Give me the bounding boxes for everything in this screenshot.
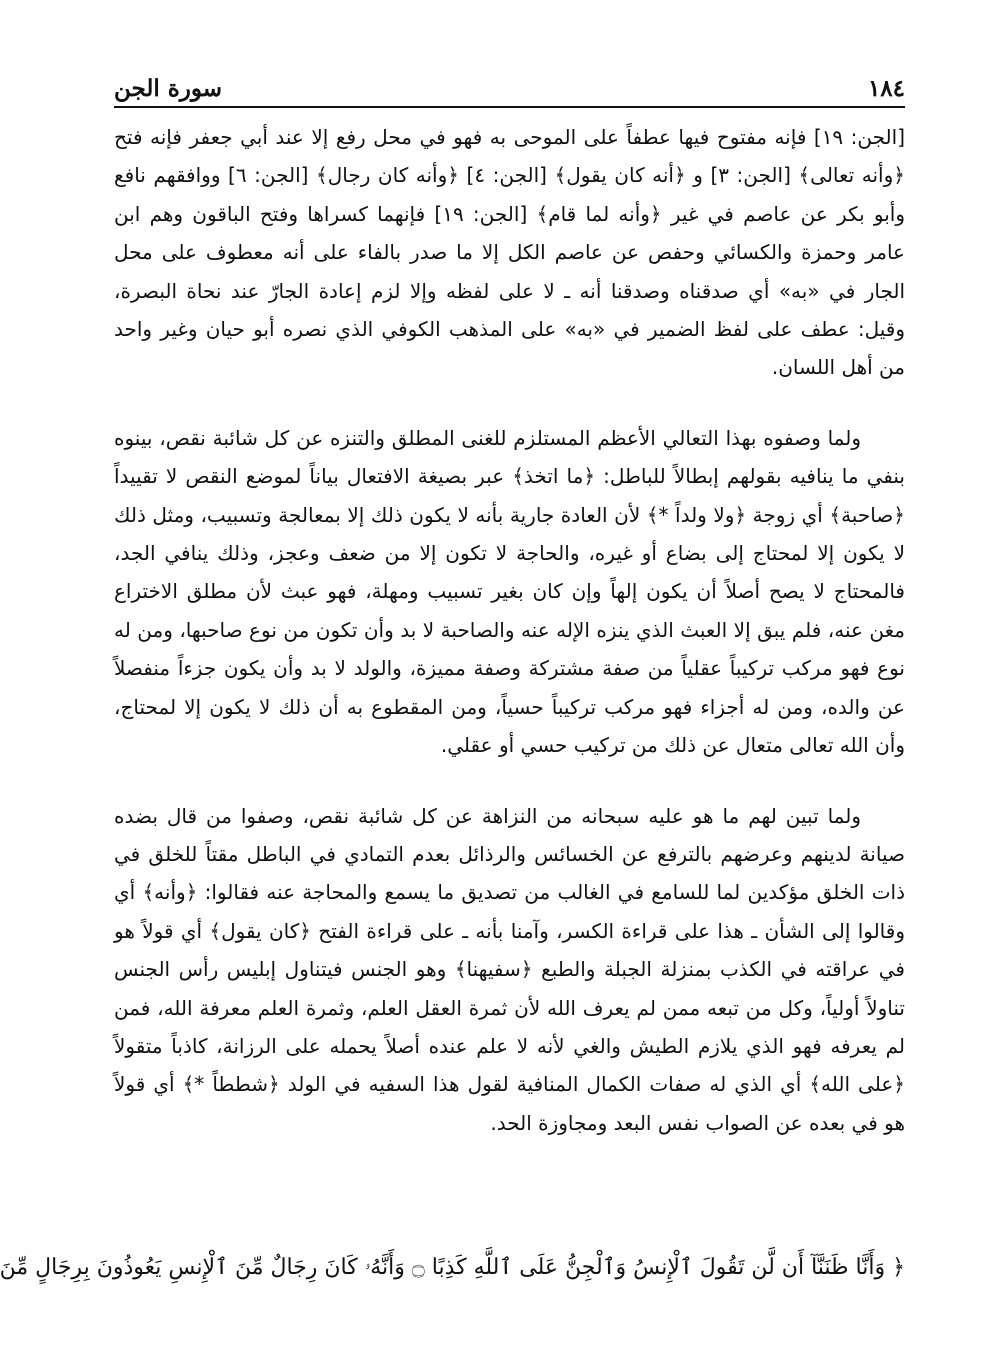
running-header [114,62,905,102]
paragraph-safihuna: ولما تبين لهم ما هو عليه سبحانه من النزاهة عن كل شائبة نقص، وصفوا من قال بضده صيانة لدينهم وعرضهم بالترفع عن الخسائس والرذائل بعدم التمادي في الباطل مقتاً للخلق في ذات الخلق مؤكدين لما للسامع في الغالب من تصديق ما يسمع والمحاجة عنه فقالوا: ﴿وأنه﴾ أي وقالوا إلى الشأن ـ هذا على قراءة الكسر، وآمنا بأنه ـ على قراءة الفتح ﴿كان يقول﴾ أي قولاً هو في عراقته في الكذب بمنزلة الجبلة والطبع ﴿سفيهنا﴾ وهو الجنس فيتناول إبليس رأس الجنس تناولاً أولياً، وكل من تبعه ممن لم يعرف الله لأن ثمرة العقل العلم، وثمرة العلم معرفة الله، فمن لم يعرفه فهو الذي يلازم الطيش والغي لأنه لا علم عنده أصلاً يحمله على الرزانة، كاذباً متقولاً ﴿على الله﴾ أي الذي له صفات الكمال المنافية لقول هذا السفيه في الولد ﴿شططاً *﴾ أي قولاً هو في بعده عن الصواب نفس البعد ومجاوزة الحد. [114,803,905,1135]
quran-verse: ﴿ وَأَنَّا ظَنَنَّآ أَن لَّن تَقُولَ ٱلْإِنسُ وَٱلْجِنُّ عَلَى ٱللَّهِ كَذِبًا ۝ وَأَنَّهُۥ كَانَ رِجَالٌ مِّنَ ٱلْإِنسِ يَعُوذُونَ بِرِجَالٍ مِّنَ [0,1255,905,1280]
paragraph-continuation: [الجن: ١٩] فإنه مفتوح فيها عطفاً على الموحى به فهو في محل رفع إلا عند أبي جعفر فإنه فتح ﴿وأنه تعالى﴾ [الجن: ٣] و ﴿أنه كان يقول﴾ [الجن: ٤] ﴿وأنه كان رجال﴾ [الجن: ٦] ووافقهم نافع وأبو بكر عن عاصم في غير ﴿وأنه لما قام﴾ [الجن: ١٩] فإنهما كسراها وفتح الباقون وهم ابن عامر وحمزة والكسائي وحفص عن عاصم الكل إلا ما صدر بالفاء على أنه معطوف على محل الجار في «به» أي صدقناه وصدقنا أنه ـ لا على لفظه وإلا لزم إعادة الجارّ عند نحاة البصرة، وقيل: عطف على لفظ الضمير في «به» على المذهب الكوفي الذي نصره أبو حيان وغير واحد من أهل اللسان. [114,125,905,380]
commentary-text [114,118,905,1142]
paragraph-sahiba: ولما وصفوه بهذا التعالي الأعظم المستلزم للغنى المطلق والتنزه عن كل شائبة نقص، بينوه بنفي ما ينافيه بقولهم إبطالاً للباطل: ﴿ما اتخذ﴾ عبر بصيغة الافتعال بياناً لموضع النقص لا تقييداً ﴿صاحبة﴾ أي زوجة ﴿ولا ولداً *﴾ لأن العادة جارية بأنه لا يكون ذلك إلا بمعالجة وتسبيب، ومثل ذلك لا يكون إلا لمحتاج إلى بضاع أو غيره، والحاجة لا تكون إلا من ضعف وعجز، وذلك ينافي الجد، فالمحتاج لا يصح أصلاً أن يكون إلهاً وإن كان بغير تسبيب ومهلة، فهو عبث لأن مطلق الاختراع مغن عنه، فلم يبق إلا العبث الذي ينزه الإله عنه والصاحبة لا بد وأن تكون من نوع صاحبها، ومن له نوع فهو مركب تركيباً عقلياً من صفة مشتركة وصفة مميزة، والولد لا بد وأن يكون جزءاً منفصلاً عن والده، ومن له أجزاء فهو مركب تركيباً حسياً، ومن المقطوع به أن ذلك لا يكون إلا لمحتاج، وأن الله تعالى متعال عن ذلك من تركيب حسي أو عقلي. [114,425,905,758]
page-number: ١٨٤ [867,75,905,102]
header-divider [114,106,905,108]
surah-title: سورة الجن [114,75,223,102]
